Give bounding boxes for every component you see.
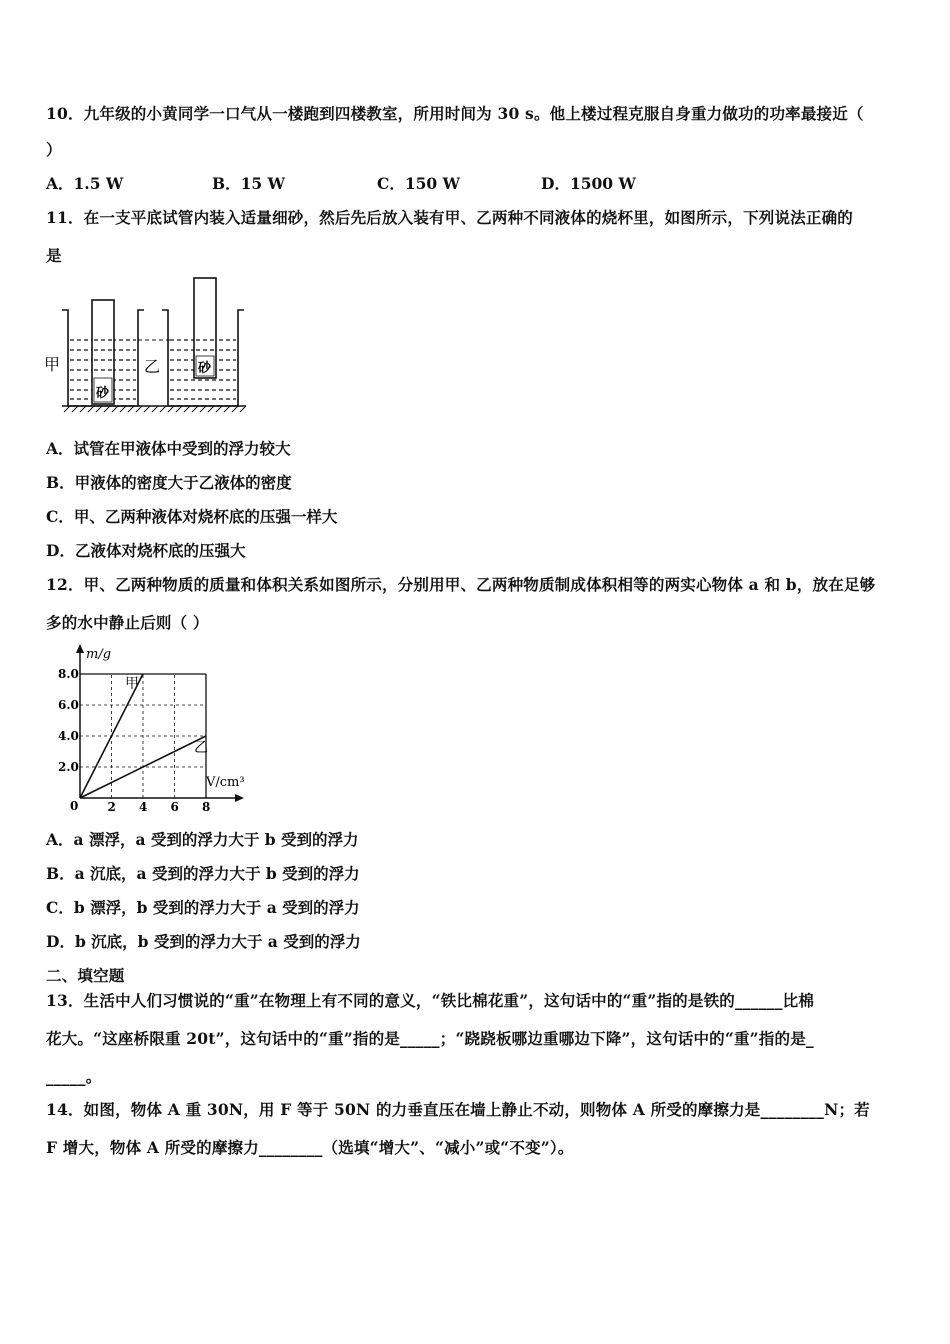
q14-stem-line1: 14．如图，物体 A 重 30N，用 F 等于 50N 的力垂直压在墙上静止不动，则物体 A 所受的摩擦力是________N；若 bbox=[46, 1100, 870, 1119]
x-axis-label: V/cm³ bbox=[206, 775, 245, 790]
q11-option-b: B．甲液体的密度大于乙液体的密度 bbox=[46, 473, 292, 492]
q11-option-a: A．试管在甲液体中受到的浮力较大 bbox=[46, 439, 291, 458]
chart-grid bbox=[80, 674, 206, 798]
series-label-1: 乙 bbox=[194, 740, 208, 756]
q12-option-a: A．a 漂浮，a 受到的浮力大于 b 受到的浮力 bbox=[46, 830, 359, 849]
y-tick-label: 4.0 bbox=[58, 729, 79, 743]
svg-text:砂: 砂 bbox=[198, 361, 212, 376]
x-tick-label: 6 bbox=[170, 800, 179, 814]
q10-stem-line2: ） bbox=[46, 140, 62, 159]
test-tube-beakers-figure bbox=[44, 272, 254, 418]
q13-stem-line2: 花大。“这座桥限重 20t”，这句话中的“重”指的是_____；“跷跷板哪边重哪边下降”，这句话中的“重”指的是_ bbox=[46, 1029, 814, 1048]
q10-stem-line1: 10．九年级的小黄同学一口气从一楼跑到四楼教室，所用时间为 30 s。他上楼过程克服自身重力做功的功率最接近（ bbox=[46, 104, 864, 123]
label-yi: 乙 bbox=[144, 357, 161, 376]
q12-option-b: B．a 沉底，a 受到的浮力大于 b 受到的浮力 bbox=[46, 864, 360, 883]
mass-volume-chart bbox=[44, 640, 254, 815]
y-axis-label: m/g bbox=[86, 647, 112, 662]
ground-hatching bbox=[64, 406, 246, 412]
beaker-jia bbox=[62, 300, 144, 406]
x-axis-arrow bbox=[235, 794, 244, 802]
q12-stem-line2: 多的水中静止后则（ ） bbox=[46, 613, 209, 632]
q11-option-c: C．甲、乙两种液体对烧杯底的压强一样大 bbox=[46, 507, 338, 526]
q10-option-c: C．150 W bbox=[377, 174, 460, 193]
q12-stem-line1: 12．甲、乙两种物质的质量和体积关系如图所示，分别用甲、乙两种物质制成体积相等的两实心物体 a 和 b，放在足够 bbox=[46, 575, 876, 594]
beaker-yi bbox=[162, 278, 244, 406]
q12-option-c: C．b 漂浮，b 受到的浮力大于 a 受到的浮力 bbox=[46, 898, 360, 917]
q10-option-d: D．1500 W bbox=[541, 174, 636, 193]
q14-stem-line2: F 增大，物体 A 所受的摩擦力________（选填“增大”、“减小”或“不变”）。 bbox=[46, 1138, 574, 1157]
label-jia: 甲 bbox=[44, 355, 61, 374]
x-tick-label: 2 bbox=[107, 800, 116, 814]
svg-text:砂: 砂 bbox=[96, 386, 110, 401]
y-axis-arrow bbox=[76, 644, 84, 653]
y-tick-label: 8.0 bbox=[58, 667, 79, 681]
section-title: 二、填空题 bbox=[46, 966, 125, 985]
q13-stem-line3: _____。 bbox=[46, 1067, 102, 1086]
y-tick-label: 6.0 bbox=[58, 698, 79, 712]
x-tick-label: 4 bbox=[139, 800, 148, 814]
q10-option-a: A．1.5 W bbox=[46, 174, 124, 193]
q10-option-b: B．15 W bbox=[212, 174, 285, 193]
q11-stem-line2: 是 bbox=[46, 246, 62, 265]
origin-label: 0 bbox=[70, 799, 79, 813]
q12-option-d: D．b 沉底，b 受到的浮力大于 a 受到的浮力 bbox=[46, 932, 361, 951]
q11-stem-line1: 11．在一支平底试管内装入适量细砂，然后先后放入装有甲、乙两种不同液体的烧杯里，如图所示，下列说法正确的 bbox=[46, 208, 853, 227]
q11-option-d: D．乙液体对烧杯底的压强大 bbox=[46, 541, 246, 560]
series-label-0: 甲 bbox=[125, 676, 139, 692]
x-tick-label: 8 bbox=[202, 800, 211, 814]
y-tick-label: 2.0 bbox=[58, 760, 79, 774]
q13-stem-line1: 13．生活中人们习惯说的“重”在物理上有不同的意义，“铁比棉花重”，这句话中的“重”指的是铁的______比棉 bbox=[46, 991, 815, 1010]
